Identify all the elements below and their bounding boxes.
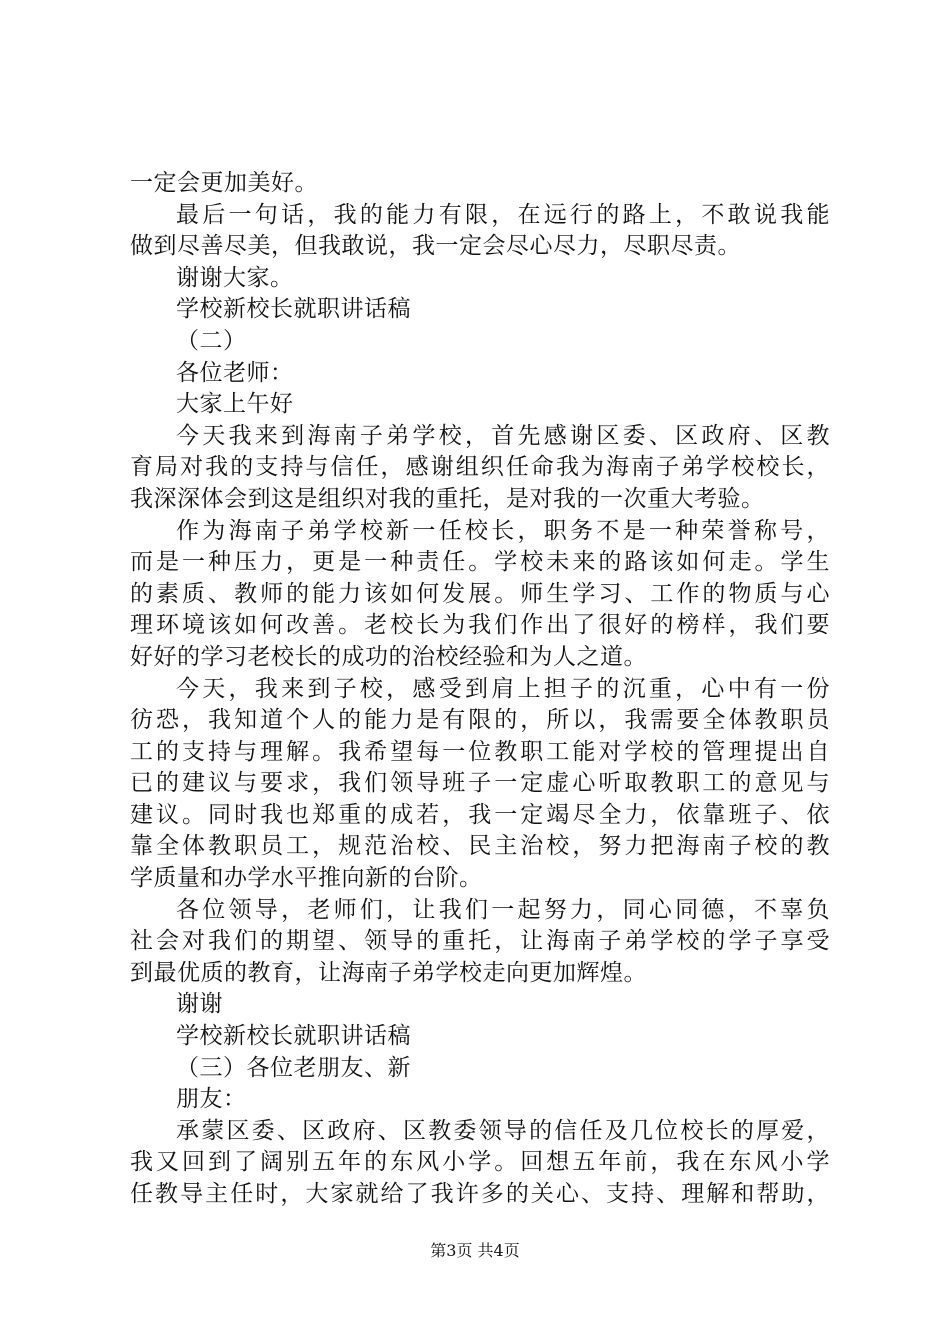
text-line: 好好的学习老校长的成功的治校经验和为人之道。	[130, 643, 647, 670]
text-line: 社会对我们的期望、领导的重托，让海南子弟学校的学子享受	[130, 928, 830, 955]
text-line: 各位领导，老师们，让我们一起努力，同心同德，不辜负	[176, 896, 830, 923]
text-line: 做到尽善尽美，但我敢说，我一定会尽心尽力，尽职尽责。	[130, 233, 741, 260]
text-line: 谢谢	[176, 991, 223, 1018]
text-line: 朋友：	[176, 1086, 247, 1113]
text-line: 学校新校长就职讲话稿	[176, 296, 411, 323]
text-line: 最后一句话，我的能力有限，在远行的路上，不敢说我能	[176, 201, 830, 228]
text-line: 理环境该如何改善。老校长为我们作出了很好的榜样，我们要	[130, 612, 830, 639]
text-line: 谢谢大家。	[176, 264, 294, 291]
document-body	[130, 168, 830, 1211]
text-line: （二）	[176, 327, 247, 354]
text-line: 今天我来到海南子弟学校，首先感谢区委、区政府、区教	[176, 422, 830, 449]
page-footer: 第3页 共4页	[430, 1241, 520, 1260]
text-line: 育局对我的支持与信任，感谢组织任命我为海南子弟学校校长，	[130, 454, 830, 481]
text-line: （三）各位老朋友、新	[176, 1054, 411, 1081]
text-line: 我深深体会到这是组织对我的重托，是对我的一次重大考验。	[130, 485, 765, 512]
text-line: 学质量和办学水平推向新的台阶。	[130, 865, 483, 892]
text-line: 今天，我来到子校，感受到肩上担子的沉重，心中有一份	[176, 675, 830, 702]
text-line: 承蒙区委、区政府、区教委领导的信任及几位校长的厚爱，	[176, 1117, 830, 1144]
text-line: 我又回到了阔别五年的东风小学。回想五年前，我在东风小学	[130, 1149, 830, 1176]
text-line: 的素质、教师的能力该如何发展。师生学习、工作的物质与心	[130, 580, 830, 607]
text-line: 任教导主任时，大家就给了我许多的关心、支持、理解和帮助，	[130, 1181, 830, 1207]
text-line: 而是一种压力，更是一种责任。学校未来的路该如何走。学生	[130, 549, 830, 576]
text-line: 学校新校长就职讲话稿	[176, 1023, 411, 1050]
text-line: 彷恐，我知道个人的能力是有限的，所以，我需要全体教职员	[130, 707, 830, 734]
text-line: 已的建议与要求，我们领导班子一定虚心听取教职工的意见与	[130, 770, 830, 797]
text-line: 一定会更加美好。	[130, 170, 318, 196]
text-line: 工的支持与理解。我希望每一位教职工能对学校的管理提出自	[130, 738, 830, 765]
text-line: 建议。同时我也郑重的成若，我一定竭尽全力，依靠班子、依	[130, 801, 830, 828]
text-line: 到最优质的教育，让海南子弟学校走向更加辉煌。	[130, 959, 647, 986]
text-line: 作为海南子弟学校新一任校长，职务不是一种荣誉称号，	[176, 517, 830, 544]
text-line: 各位老师：	[176, 359, 294, 386]
text-line: 靠全体教职员工，规范治校、民主治校，努力把海南子校的教	[130, 833, 830, 860]
text-line: 大家上午好	[176, 391, 294, 418]
